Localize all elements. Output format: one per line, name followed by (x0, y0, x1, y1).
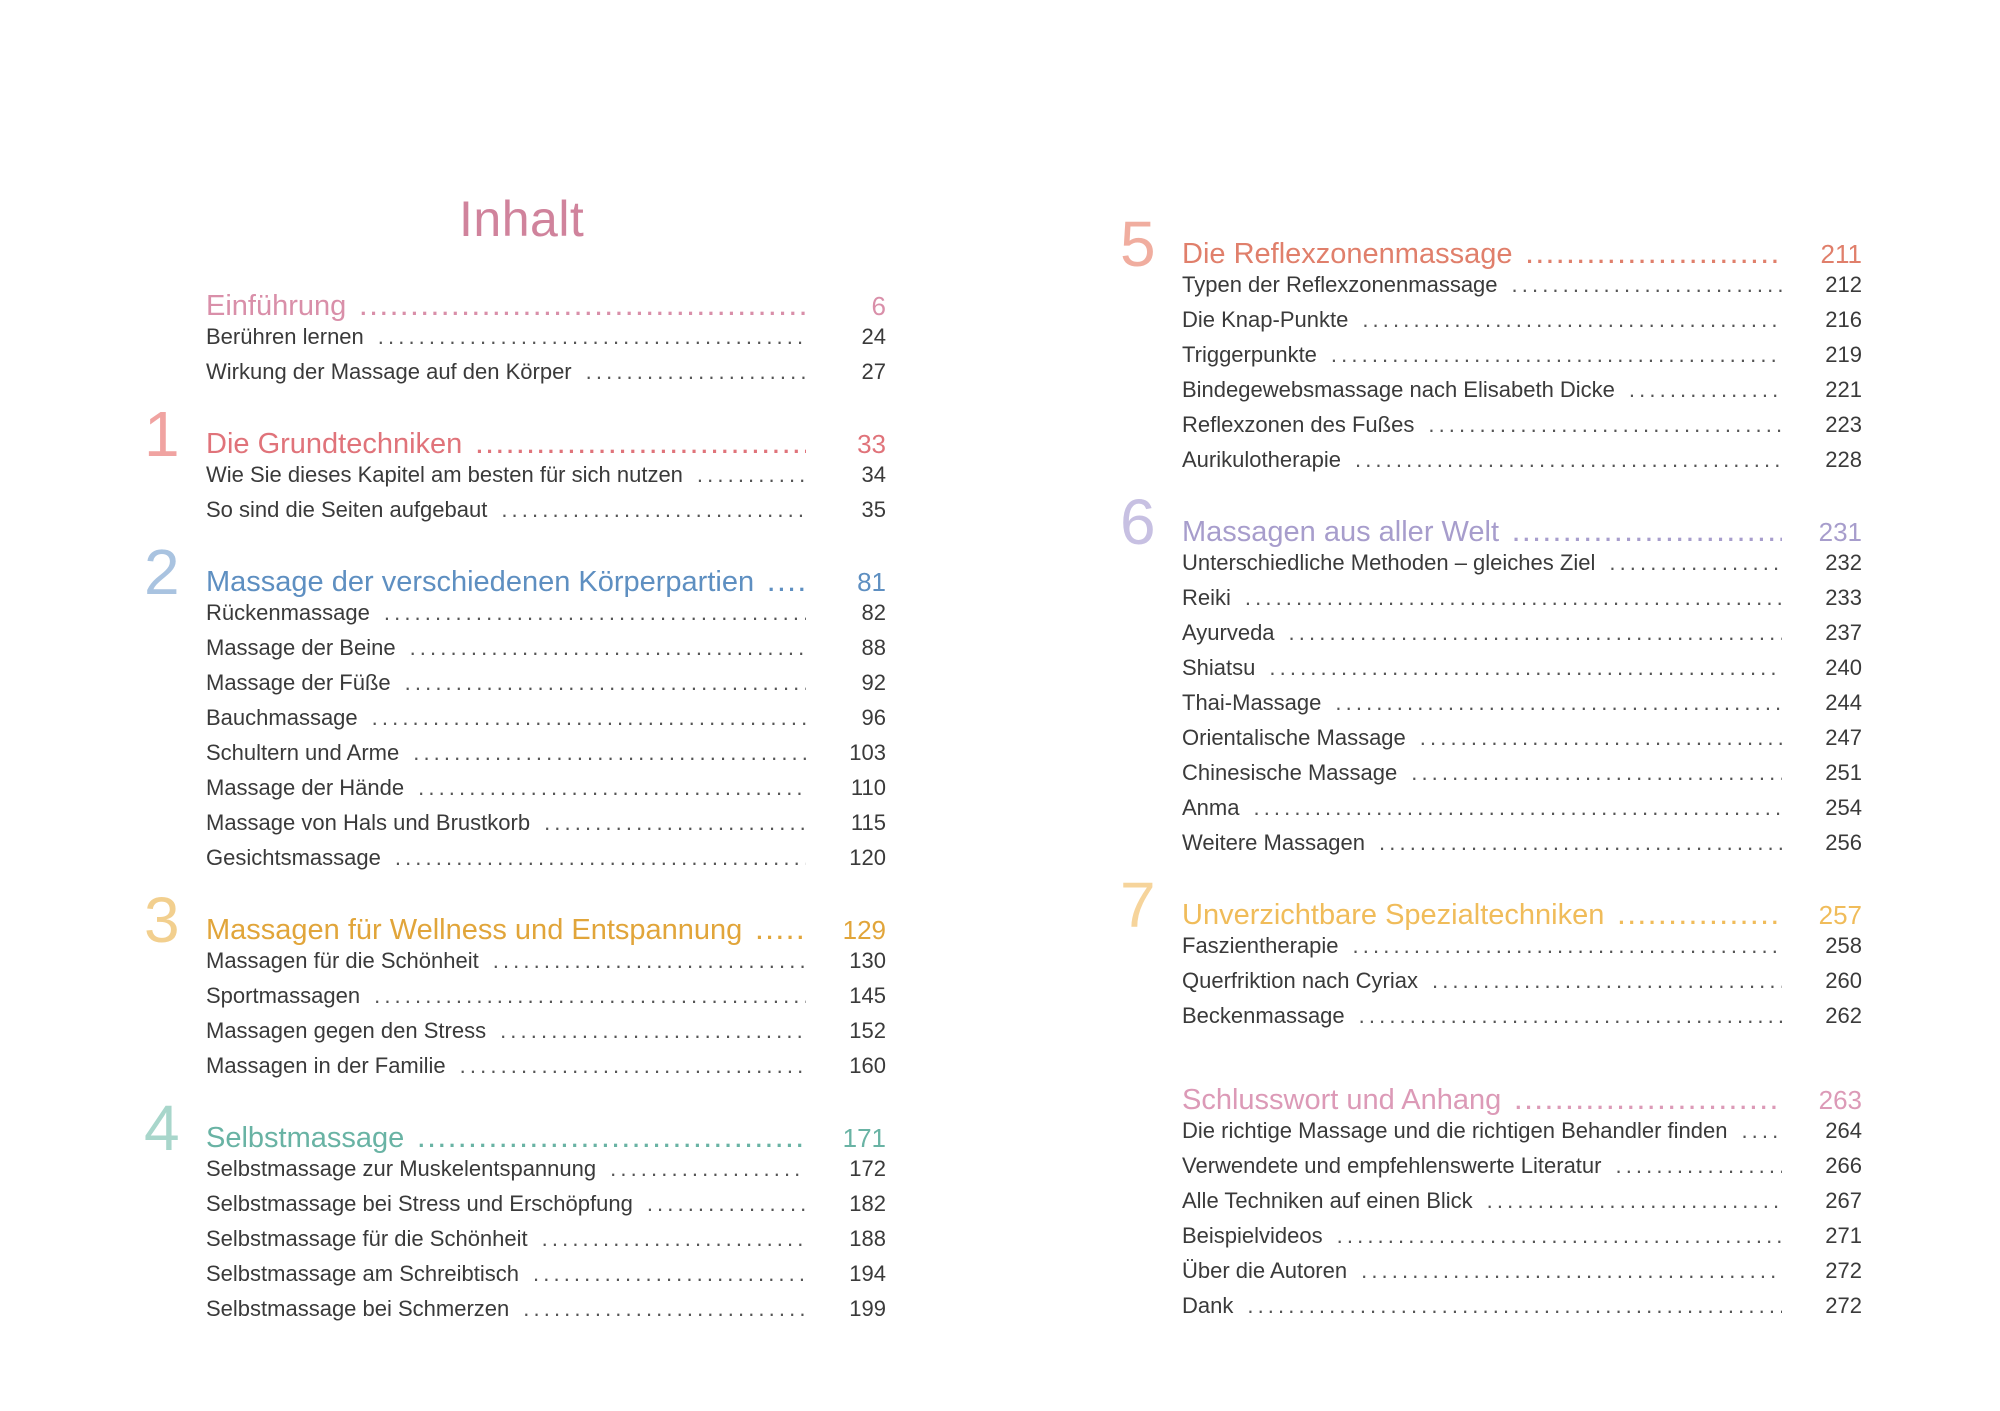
heading-page: 33 (857, 429, 886, 459)
entry-page: 260 (1825, 968, 1862, 993)
dot-leader (1609, 550, 1782, 576)
entry-label: Massage der Hände (206, 775, 405, 800)
dot-leader (372, 705, 806, 731)
heading-title: Schlusswort und Anhang (1182, 1084, 1502, 1116)
dot-leader (610, 1156, 806, 1182)
entry-page: 115 (850, 810, 886, 835)
toc-heading-chapter-4[interactable] (206, 1122, 886, 1156)
dot-leader (1361, 1258, 1782, 1284)
entry-page: 267 (1825, 1188, 1862, 1213)
toc-entry[interactable] (1182, 655, 1862, 690)
heading-page: 129 (842, 915, 886, 945)
dot-leader (586, 359, 806, 385)
entry-label: Gesichtsmassage (206, 845, 381, 870)
toc-entry[interactable] (1182, 1003, 1862, 1038)
toc-chapter-6 (1120, 486, 1862, 865)
heading-page: 171 (842, 1123, 886, 1153)
heading-page: 263 (1818, 1085, 1862, 1115)
entry-label: Massagen gegen den Stress (206, 1018, 487, 1043)
dot-leader (544, 810, 806, 836)
toc-chapter-1 (144, 398, 886, 532)
toc-chapter-4 (144, 1092, 886, 1331)
entry-page: 256 (1825, 830, 1862, 855)
entry-label: Bindegewebsmassage nach Elisabeth Dicke (1182, 377, 1615, 402)
entry-page: 34 (861, 462, 886, 487)
toc-entry[interactable] (206, 1053, 886, 1088)
toc-right-column (1120, 208, 1862, 1328)
entry-label: Die richtige Massage und die richtigen Behandler finden (1182, 1118, 1728, 1143)
entry-label: Massage von Hals und Brustkorb (206, 810, 531, 835)
entry-page: 258 (1825, 933, 1862, 958)
heading-title: Die Reflexzonenmassage (1182, 238, 1513, 270)
entry-label: Reiki (1182, 585, 1231, 610)
toc-entry[interactable] (206, 497, 886, 532)
toc-entry[interactable] (1182, 968, 1862, 1003)
toc-entry[interactable] (206, 1226, 886, 1261)
toc-entry[interactable] (1182, 412, 1862, 447)
toc-intro (206, 290, 886, 394)
entry-label: Beispielvideos (1182, 1223, 1323, 1248)
dot-leader (500, 1018, 806, 1044)
entry-page: 244 (1825, 690, 1862, 715)
dot-leader (1337, 1223, 1782, 1249)
dot-leader (1428, 412, 1782, 438)
dot-leader (1515, 1089, 1782, 1115)
toc-entry[interactable] (206, 705, 886, 740)
entry-label: Reflexzonen des Fußes (1182, 412, 1415, 437)
entry-page: 96 (861, 705, 886, 730)
toc-entry[interactable] (1182, 1118, 1862, 1153)
entry-page: 88 (861, 635, 886, 660)
toc-entry[interactable] (1182, 342, 1862, 377)
entry-page: 216 (1825, 307, 1862, 332)
dot-leader (1253, 795, 1782, 821)
entry-label: Alle Techniken auf einen Blick (1182, 1188, 1473, 1213)
toc-heading-chapter-2[interactable] (206, 566, 886, 600)
dot-leader (1353, 933, 1782, 959)
entry-label: Aurikulotherapie (1182, 447, 1341, 472)
entry-page: 182 (849, 1191, 886, 1216)
entry-page: 262 (1825, 1003, 1862, 1028)
dot-leader (768, 571, 806, 597)
entry-page: 251 (1825, 760, 1862, 785)
toc-entry[interactable] (206, 1018, 886, 1053)
dot-leader (1269, 655, 1782, 681)
entry-page: 219 (1825, 342, 1862, 367)
dot-leader (378, 324, 806, 350)
toc-entry[interactable] (206, 845, 886, 880)
dot-leader (1411, 760, 1782, 786)
entry-page: 221 (1825, 377, 1862, 402)
toc-entry[interactable] (206, 948, 886, 983)
toc-entry[interactable] (206, 670, 886, 705)
toc-entry[interactable] (1182, 933, 1862, 968)
dot-leader (1247, 1293, 1782, 1319)
toc-entry[interactable] (206, 462, 886, 497)
entry-page: 103 (849, 740, 886, 765)
entry-label: Faszientherapie (1182, 933, 1339, 958)
toc-heading-chapter-7[interactable] (1182, 899, 1862, 933)
toc-heading-chapter-6[interactable] (1182, 516, 1862, 550)
heading-title: Massagen aus aller Welt (1182, 516, 1500, 548)
dot-leader (1335, 690, 1782, 716)
toc-heading-appendix[interactable] (1182, 1084, 1862, 1118)
toc-entry[interactable] (1182, 620, 1862, 655)
toc-entry[interactable] (206, 324, 886, 359)
chapter-number: 3 (144, 884, 180, 956)
chapter-number: 2 (144, 536, 180, 608)
toc-entry[interactable] (206, 1191, 886, 1226)
entry-page: 172 (849, 1156, 886, 1181)
toc-entry[interactable] (206, 1296, 886, 1331)
chapter-number: 7 (1120, 869, 1156, 941)
entry-label: Selbstmassage zur Muskelentspannung (206, 1156, 597, 1181)
entry-label: Shiatsu (1182, 655, 1256, 680)
heading-title: Massagen für Wellness und Entspannung (206, 914, 743, 946)
toc-entry[interactable] (1182, 830, 1862, 865)
dot-leader (1615, 1153, 1782, 1179)
entry-page: 82 (861, 600, 886, 625)
dot-leader (418, 1127, 806, 1153)
entry-label: Beckenmassage (1182, 1003, 1345, 1028)
entry-page: 272 (1825, 1293, 1862, 1318)
entry-label: Anma (1182, 795, 1240, 820)
heading-page: 81 (857, 567, 886, 597)
heading-title: Die Grundtechniken (206, 428, 463, 460)
entry-page: 228 (1825, 447, 1862, 472)
chapter-number: 5 (1120, 208, 1156, 280)
entry-page: 145 (849, 983, 886, 1008)
entry-page: 237 (1825, 620, 1862, 645)
dot-leader (460, 1053, 806, 1079)
entry-page: 199 (849, 1296, 886, 1321)
entry-page: 110 (850, 775, 886, 800)
dot-leader (410, 635, 806, 661)
dot-leader (360, 295, 806, 321)
heading-title: Massage der verschiedenen Körperpartien (206, 566, 755, 598)
entry-label: Chinesische Massage (1182, 760, 1398, 785)
toc-entry[interactable] (206, 600, 886, 635)
dot-leader (1362, 307, 1782, 333)
entry-label: Orientalische Massage (1182, 725, 1406, 750)
dot-leader (1618, 904, 1782, 930)
entry-page: 120 (849, 845, 886, 870)
entry-label: Selbstmassage bei Stress und Erschöpfung (206, 1191, 633, 1216)
dot-leader (493, 948, 806, 974)
toc-entry[interactable] (206, 740, 886, 775)
entry-label: Massagen für die Schönheit (206, 948, 479, 973)
toc-entry[interactable] (206, 775, 886, 810)
dot-leader (697, 462, 806, 488)
dot-leader (374, 983, 806, 1009)
toc-entry[interactable] (206, 1261, 886, 1296)
entry-page: 254 (1825, 795, 1862, 820)
dot-leader (1245, 585, 1782, 611)
entry-label: Dank (1182, 1293, 1234, 1318)
dot-leader (476, 433, 806, 459)
entry-label: Rückenmassage (206, 600, 370, 625)
entry-label: Massage der Füße (206, 670, 391, 695)
dot-leader (1359, 1003, 1782, 1029)
dot-leader (1487, 1188, 1782, 1214)
toc-entry[interactable] (206, 983, 886, 1018)
toc-entry[interactable] (1182, 447, 1862, 482)
toc-entry[interactable] (1182, 760, 1862, 795)
entry-label: Thai-Massage (1182, 690, 1322, 715)
toc-chapter-2 (144, 536, 886, 880)
entry-label: Ayurveda (1182, 620, 1275, 645)
toc-left-column (144, 290, 886, 1331)
dot-leader (1420, 725, 1782, 751)
entry-page: 27 (861, 359, 886, 384)
toc-chapter-5 (1120, 208, 1862, 482)
dot-leader (647, 1191, 806, 1217)
entry-label: Wie Sie dieses Kapitel am besten für sich nutzen (206, 462, 683, 487)
heading-title: Einführung (206, 290, 347, 322)
dot-leader (1355, 447, 1782, 473)
dot-leader (523, 1296, 806, 1322)
heading-page: 231 (1818, 517, 1862, 547)
heading-page: 211 (1820, 239, 1862, 269)
entry-page: 271 (1825, 1223, 1862, 1248)
toc-heading-intro[interactable] (206, 290, 886, 324)
toc-heading-chapter-5[interactable] (1182, 238, 1862, 272)
entry-label: Massage der Beine (206, 635, 396, 660)
entry-page: 272 (1825, 1258, 1862, 1283)
toc-entry[interactable] (206, 810, 886, 845)
entry-page: 212 (1825, 272, 1862, 297)
entry-label: Über die Autoren (1182, 1258, 1348, 1283)
entry-label: Massagen in der Familie (206, 1053, 446, 1078)
toc-chapter-3 (144, 884, 886, 1088)
entry-label: Wirkung der Massage auf den Körper (206, 359, 572, 384)
heading-title: Selbstmassage (206, 1122, 405, 1154)
dot-leader (1331, 342, 1782, 368)
dot-leader (542, 1226, 806, 1252)
entry-label: Schultern und Arme (206, 740, 400, 765)
entry-page: 130 (849, 948, 886, 973)
toc-entry[interactable] (1182, 1223, 1862, 1258)
dot-leader (1432, 968, 1782, 994)
toc-entry[interactable] (206, 635, 886, 670)
entry-label: Weitere Massagen (1182, 830, 1366, 855)
heading-page: 257 (1818, 900, 1862, 930)
entry-label: Die Knap-Punkte (1182, 307, 1349, 332)
entry-page: 35 (861, 497, 886, 522)
chapter-number: 6 (1120, 486, 1156, 558)
toc-entry[interactable] (1182, 272, 1862, 307)
toc-entry[interactable] (206, 1156, 886, 1191)
toc-entry[interactable] (1182, 1153, 1862, 1188)
entry-label: Selbstmassage für die Schönheit (206, 1226, 528, 1251)
toc-entry[interactable] (1182, 585, 1862, 620)
dot-leader (413, 740, 806, 766)
toc-appendix (1182, 1084, 1862, 1328)
heading-title: Unverzichtbare Spezialtechniken (1182, 899, 1605, 931)
dot-leader (384, 600, 806, 626)
entry-label: Triggerpunkte (1182, 342, 1317, 367)
entry-page: 233 (1825, 585, 1862, 610)
dot-leader (1513, 521, 1782, 547)
entry-page: 24 (861, 324, 886, 349)
dot-leader (1379, 830, 1782, 856)
toc-entry[interactable] (1182, 725, 1862, 760)
entry-label: Berühren lernen (206, 324, 364, 349)
dot-leader (1512, 272, 1782, 298)
toc-entry[interactable] (1182, 550, 1862, 585)
entry-page: 266 (1825, 1153, 1862, 1178)
dot-leader (395, 845, 806, 871)
entry-page: 92 (861, 670, 886, 695)
toc-entry[interactable] (1182, 1258, 1862, 1293)
entry-page: 264 (1825, 1118, 1862, 1143)
dot-leader (1629, 377, 1782, 403)
toc-heading-chapter-3[interactable] (206, 914, 886, 948)
toc-entry[interactable] (206, 359, 886, 394)
chapter-number: 1 (144, 398, 180, 470)
toc-entry[interactable] (1182, 1188, 1862, 1223)
dot-leader (1289, 620, 1782, 646)
entry-page: 152 (849, 1018, 886, 1043)
entry-page: 247 (1825, 725, 1862, 750)
entry-page: 240 (1825, 655, 1862, 680)
toc-heading-chapter-1[interactable] (206, 428, 886, 462)
entry-page: 188 (849, 1226, 886, 1251)
toc-entry[interactable] (1182, 377, 1862, 412)
dot-leader (418, 775, 806, 801)
entry-page: 160 (849, 1053, 886, 1078)
entry-label: Bauchmassage (206, 705, 358, 730)
toc-entry[interactable] (1182, 795, 1862, 830)
entry-page: 194 (849, 1261, 886, 1286)
entry-label: Querfriktion nach Cyriax (1182, 968, 1418, 993)
toc-chapter-7 (1120, 869, 1862, 1038)
page-title: Inhalt (459, 191, 585, 247)
dot-leader (756, 919, 806, 945)
entry-label: Verwendete und empfehlenswerte Literatur (1182, 1153, 1602, 1178)
heading-page: 6 (871, 291, 886, 321)
entry-label: Unterschiedliche Methoden – gleiches Ziel (1182, 550, 1596, 575)
dot-leader (405, 670, 806, 696)
entry-label: Selbstmassage am Schreibtisch (206, 1261, 520, 1286)
chapter-number: 4 (144, 1092, 180, 1164)
entry-label: Sportmassagen (206, 983, 361, 1008)
toc-entry[interactable] (1182, 690, 1862, 725)
entry-label: Selbstmassage bei Schmerzen (206, 1296, 510, 1321)
dot-leader (1526, 243, 1782, 269)
dot-leader (501, 497, 806, 523)
toc-entry[interactable] (1182, 1293, 1862, 1328)
entry-page: 232 (1825, 550, 1862, 575)
dot-leader (1741, 1118, 1782, 1144)
dot-leader (533, 1261, 806, 1287)
toc-entry[interactable] (1182, 307, 1862, 342)
entry-label: Typen der Reflexzonenmassage (1182, 272, 1498, 297)
entry-page: 223 (1825, 412, 1862, 437)
entry-label: So sind die Seiten aufgebaut (206, 497, 488, 522)
